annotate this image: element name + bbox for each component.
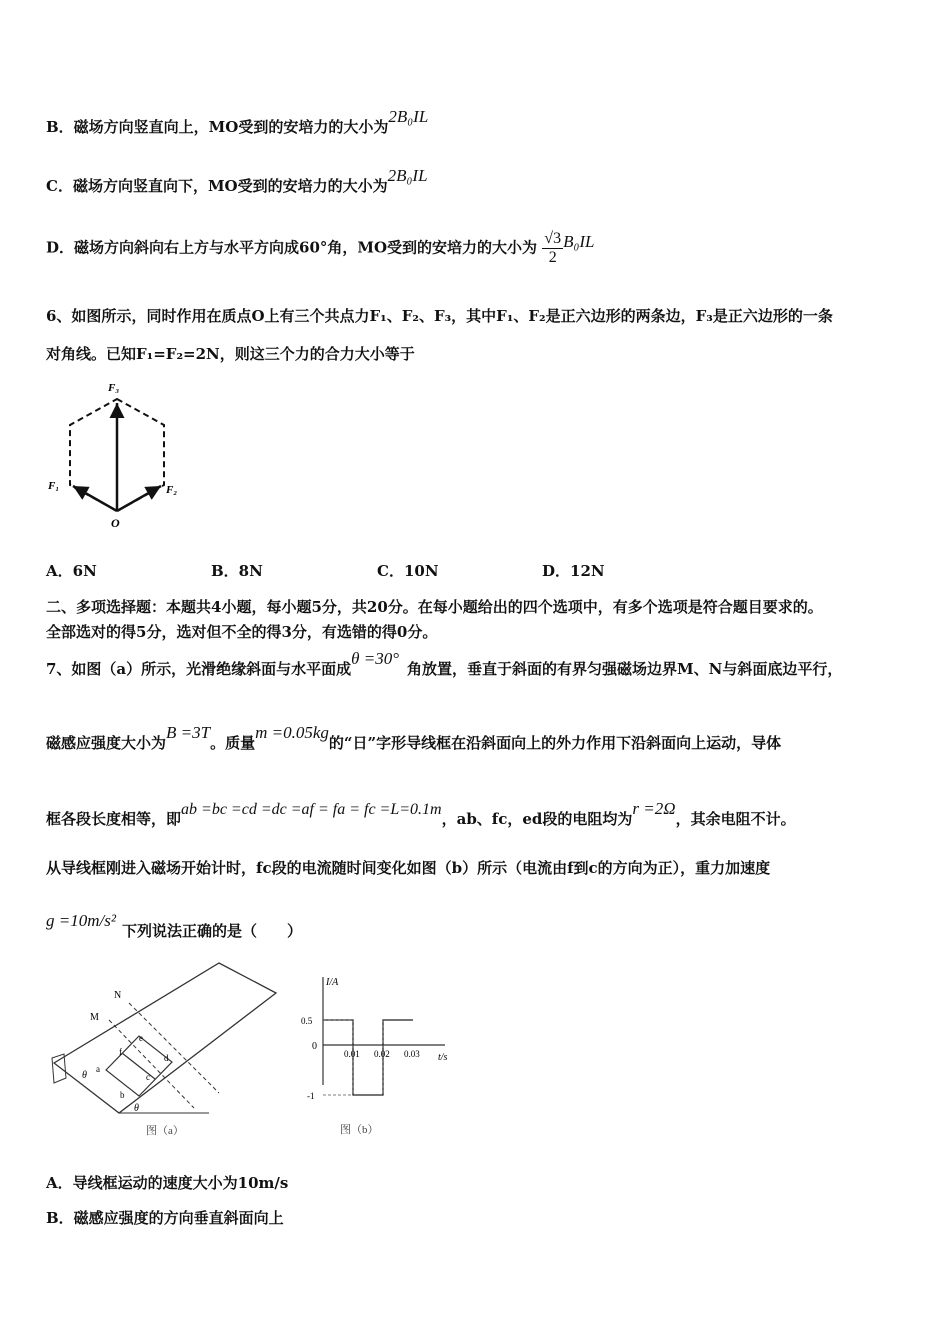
f2-arrow xyxy=(117,486,161,511)
hexagon-force-diagram xyxy=(40,375,190,535)
q7-p2-b: 。质量 xyxy=(210,734,256,752)
fraction-denominator: 2 xyxy=(548,249,557,266)
mass-formula: m =0.05kg xyxy=(255,723,329,742)
q7-para2 xyxy=(46,723,782,753)
gravity-formula: g =10m/s² xyxy=(46,911,116,930)
q6-option-c: C．10N xyxy=(377,562,439,580)
label-m: M xyxy=(90,1012,99,1023)
origin-label: O xyxy=(111,516,120,530)
lengths-formula: ab =bc =cd =dc =af = fa = fc =L=0.1m xyxy=(181,801,442,818)
q6-option-b: B．8N xyxy=(211,562,263,580)
q7-p3-b: ，ab、fc，ed段的电阻均为 xyxy=(441,810,633,828)
fraction-numerator: √3 xyxy=(544,230,562,247)
current-series-line xyxy=(323,1020,413,1095)
q5-option-d-text: D．磁场方向斜向右上方与水平方向成60°角，MO受到的安培力的大小为 xyxy=(46,238,538,257)
figure-b-current-graph xyxy=(290,965,470,1145)
q5-option-b-text: B．磁场方向竖直向上，MO受到的安培力的大小为 xyxy=(46,118,389,136)
x-axis-label: t/s xyxy=(438,1052,448,1063)
label-theta-left: θ xyxy=(82,1070,87,1081)
tick-label-y_neg: -1 xyxy=(307,1091,315,1101)
f3-label: F₃ xyxy=(108,382,120,394)
b-formula: B =3T xyxy=(166,723,211,742)
q5-option-b xyxy=(46,107,429,137)
figure-a-incline xyxy=(44,958,304,1143)
q7-para1 xyxy=(46,649,843,679)
q7-p1-b: 角放置，垂直于斜面的有界匀强磁场边界M、N与斜面底边平行， xyxy=(407,660,843,678)
incline-plane xyxy=(54,963,276,1113)
base-block xyxy=(52,1054,66,1083)
y-axis-label: I/A xyxy=(326,977,339,988)
tick-label-t1: 0.01 xyxy=(344,1049,360,1059)
label-b: b xyxy=(120,1090,125,1100)
q5-option-c xyxy=(46,166,428,196)
q7-p2-c: 的“日”字形导线框在沿斜面向上的外力作用下沿斜面向上运动，导体 xyxy=(328,734,782,752)
label-theta-bottom: θ xyxy=(134,1103,139,1114)
q7-p5: 下列说法正确的是（ ） xyxy=(121,922,302,940)
q6-option-d: D．12N xyxy=(542,562,605,580)
theta-formula: θ =30° xyxy=(351,649,400,668)
label-e: e xyxy=(139,1033,143,1043)
boundary-n xyxy=(129,1003,219,1093)
q5-option-d-formula-tail: B₀IL xyxy=(563,231,595,251)
figure-a-caption: 图（a） xyxy=(146,1125,184,1137)
q5-option-b-formula: 2B₀IL xyxy=(388,107,429,126)
label-c: c xyxy=(146,1072,150,1082)
q7-p2-a: 磁感应强度大小为 xyxy=(46,734,167,752)
q5-option-c-formula: 2B₀IL xyxy=(387,166,428,185)
section2-line2: 全部选对的得5分，选对但不全的得3分，有选错的得0分。 xyxy=(46,623,438,641)
q7-p1-a: 7、如图（a）所示，光滑绝缘斜面与水平面成 xyxy=(46,660,352,678)
q7-p3-c: ，其余电阻不计。 xyxy=(675,810,796,828)
tick-label-t3: 0.03 xyxy=(404,1049,420,1059)
q6-stem-line1: 6、如图所示，同时作用在质点O上有三个共点力F₁、F₂、F₃，其中F₁、F₂是正六边形的两条边，F₃是正六边形的一条 xyxy=(46,307,833,325)
origin-tick: 0 xyxy=(312,1041,317,1052)
q7-para5 xyxy=(46,911,302,941)
tick-label-t2: 0.02 xyxy=(374,1049,390,1059)
label-f: f xyxy=(119,1047,122,1057)
label-a: a xyxy=(96,1064,100,1074)
f2-label: F₂ xyxy=(166,484,178,496)
q6-option-a: A．6N xyxy=(46,562,97,580)
f1-label: F₁ xyxy=(48,480,60,492)
q7-para4: 从导线框刚进入磁场开始计时，fc段的电流随时间变化如图（b）所示（电流由f到c的方向为正），重力加速度 xyxy=(46,859,771,877)
resistance-formula: r =2Ω xyxy=(632,799,676,818)
tick-label-y_pos: 0.5 xyxy=(301,1016,313,1026)
q6-stem-line2: 对角线。已知F₁=F₂=2N，则这三个力的合力大小等于 xyxy=(46,345,415,363)
q7-p3-a: 框各段长度相等，即 xyxy=(46,810,182,828)
q7-option-a: A．导线框运动的速度大小为10m/s xyxy=(46,1174,289,1192)
q7-option-b: B．磁感应强度的方向垂直斜面向上 xyxy=(46,1209,284,1227)
f1-arrow xyxy=(73,486,117,511)
q7-para3 xyxy=(46,799,796,829)
q5-option-d-fraction xyxy=(542,230,563,267)
label-n: N xyxy=(114,990,122,1001)
wire-frame xyxy=(106,1036,172,1096)
q5-option-d xyxy=(46,230,595,267)
section2-line1: 二、多项选择题：本题共4小题，每小题5分，共20分。在每小题给出的四个选项中，有多个选项是符合题目要求的。 xyxy=(46,598,823,616)
figure-b-caption: 图（b） xyxy=(340,1124,379,1136)
label-d: d xyxy=(164,1053,169,1063)
q5-option-c-text: C．磁场方向竖直向下，MO受到的安培力的大小为 xyxy=(46,177,388,195)
